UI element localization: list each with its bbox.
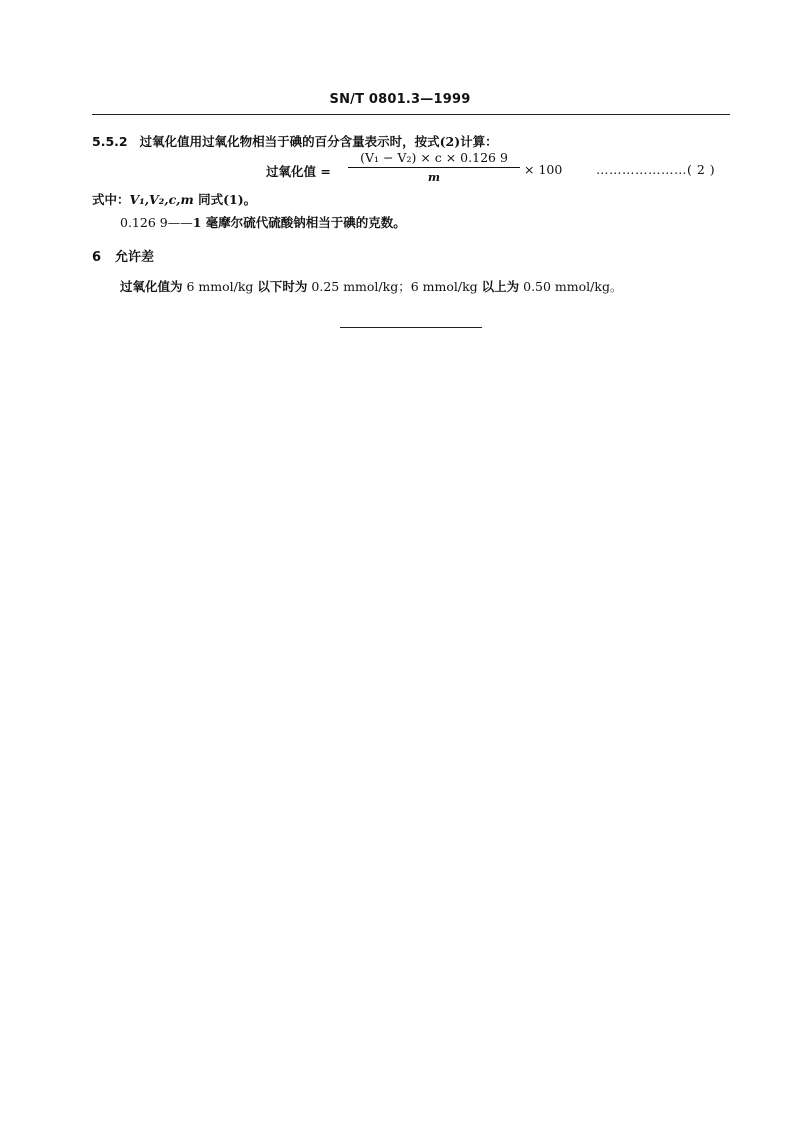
tolerance-part-1: 过氧化值为	[120, 279, 183, 294]
formula-numerator: (V₁ − V₂) × c × 0.126 9	[360, 150, 508, 165]
constant-definition	[120, 213, 406, 231]
formula-lhs: 过氧化值 =	[266, 164, 331, 179]
tolerance-part-2: 以下时为	[257, 279, 308, 294]
fraction-bar	[348, 167, 520, 168]
section-5-5-2	[92, 132, 498, 150]
section-text: 过氧化值用过氧化物相当于碘的百分含量表示时，按式(2)计算：	[139, 134, 498, 149]
end-of-text-rule	[340, 327, 482, 328]
formula-multiplier: × 100	[524, 162, 563, 177]
tolerance-value-2: 0.25 mmol/kg；	[307, 279, 411, 294]
tolerance-statement	[120, 277, 622, 295]
definition-text: 1 毫摩尔硫代硫酸钠相当于碘的克数。	[192, 215, 406, 230]
section-6-heading	[92, 246, 154, 265]
standard-number-header: SN/T 0801.3—1999	[329, 92, 471, 107]
peroxide-value-formula	[266, 150, 736, 188]
section-number: 5.5.2	[92, 134, 128, 149]
equation-number: …………………( 2 )	[596, 162, 716, 177]
tolerance-value-3: 6 mmol/kg	[410, 279, 482, 294]
where-label: 式中：	[92, 192, 130, 207]
section-6-title: 允许差	[115, 250, 155, 265]
constant-value: 0.126 9	[120, 215, 168, 230]
tolerance-value-4: 0.50 mmol/kg。	[519, 279, 623, 294]
where-rest: 同式(1)。	[193, 192, 257, 207]
where-clause	[92, 190, 256, 208]
section-6-number: 6	[92, 250, 102, 265]
header-rule	[92, 114, 730, 115]
definition-dash: ——	[167, 215, 193, 230]
tolerance-value-1: 6 mmol/kg	[182, 279, 258, 294]
formula-denominator: m	[427, 170, 441, 184]
where-variables: V₁,V₂,c,m	[129, 192, 194, 207]
formula-fraction	[348, 150, 520, 184]
tolerance-part-3: 以上为	[481, 279, 520, 294]
